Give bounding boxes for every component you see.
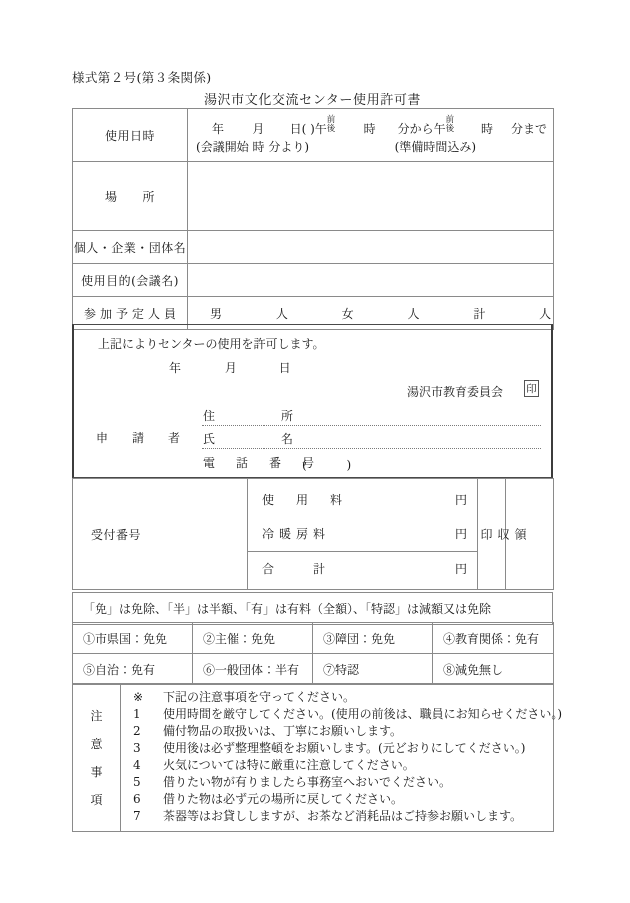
category-cell-2[interactable]: ②主催：免免: [193, 623, 313, 654]
address-input[interactable]: [264, 410, 541, 426]
hvac-fee-label: 冷暖房料: [262, 527, 331, 541]
note-marker: 5: [133, 775, 141, 789]
year-label: 年: [212, 121, 225, 136]
category-cell-8[interactable]: ⑧減免無し: [433, 654, 554, 685]
total-label: 計: [473, 306, 486, 321]
address-label: 住 所: [202, 407, 264, 426]
table-row-fees: [73, 479, 554, 590]
fee-category-table: [72, 622, 554, 685]
organization-label: 個人・企業・団体名: [73, 231, 188, 264]
table-row-purpose: [73, 264, 554, 297]
name-input[interactable]: [264, 433, 541, 449]
table-row-place: [73, 162, 554, 231]
category-cell-4[interactable]: ④教育関係：免有: [433, 623, 554, 654]
total-unit: 人: [539, 306, 552, 321]
note-text: 使用時間を厳守してください。(使用の前後は、職員にお知らせください。): [163, 707, 563, 721]
note-item: [129, 808, 547, 825]
notes-label-char-3: 事: [90, 765, 103, 779]
category-cell-6[interactable]: ⑥一般団体：半有: [193, 654, 313, 685]
exemption-legend-table: [72, 592, 553, 625]
meeting-start-note: (会議開始 時 分より): [196, 140, 310, 155]
notes-label-char-4: 項: [90, 793, 103, 807]
table-row-categories-2: [73, 654, 554, 685]
official-seal-icon: 印: [524, 380, 539, 397]
organization-value-cell[interactable]: [188, 231, 554, 264]
fee-amounts-cell: [248, 479, 478, 590]
fee-row-usage[interactable]: [248, 483, 477, 517]
note-text: 借りたい物が有りましたら事務室へおいでください。: [163, 775, 452, 789]
applicant-label: 申 請 者: [96, 431, 187, 445]
end-hour-label: 時: [480, 121, 493, 136]
note-text: 備付物品の取扱いは、丁寧にお願いします。: [163, 724, 403, 738]
permission-date-month: 月: [224, 361, 237, 375]
applicant-fields: [202, 403, 541, 472]
document-title: 湯沢市文化交流センター使用許可書: [203, 93, 422, 108]
ampm-end-am: 前: [445, 115, 455, 126]
total-fee-label: 合 計: [262, 562, 331, 576]
ampm-start-am: 前: [326, 115, 336, 126]
note-text: 茶器等はお貸ししますが、お茶など消耗品はご持参お願いします。: [163, 809, 523, 823]
start-minute-label: 分から午: [397, 121, 446, 136]
note-item: [129, 757, 547, 774]
form-number: 様式第２号(第３条関係): [72, 70, 212, 85]
phone-input[interactable]: ( ): [302, 458, 370, 472]
usage-fee-unit: 円: [454, 493, 467, 507]
permission-date[interactable]: [169, 359, 291, 376]
ampm-start-pm: 後: [326, 124, 336, 135]
notes-table: [72, 683, 563, 832]
name-label: 氏 名: [202, 430, 264, 449]
table-row-organization: [73, 231, 554, 264]
receipt-seal-char-3: 印: [479, 528, 493, 540]
place-value-cell[interactable]: [188, 162, 554, 231]
table-row-categories-1: [73, 623, 554, 654]
ampm-selector-start[interactable]: [327, 116, 336, 134]
note-marker: 7: [133, 809, 141, 823]
datetime-line-1: [194, 117, 547, 135]
ampm-selector-end[interactable]: [446, 116, 455, 134]
permission-statement-box: [72, 324, 553, 478]
category-cell-3[interactable]: ③障団：免免: [313, 623, 433, 654]
female-unit: 人: [407, 306, 420, 321]
notes-label-char-1: 注: [90, 709, 103, 723]
notes-label-cell: [73, 684, 121, 832]
fee-table: [72, 478, 554, 590]
purpose-value-cell[interactable]: [188, 264, 554, 297]
usage-details-table: [72, 108, 554, 330]
note-marker: ※: [133, 690, 144, 704]
notes-label: [73, 702, 120, 814]
note-marker: 2: [133, 724, 141, 738]
applicant-address-row[interactable]: [202, 403, 541, 426]
note-text: 借りた物は必ず元の場所に戻してください。: [163, 792, 404, 806]
note-marker: 3: [133, 741, 141, 755]
place-label: 場 所: [73, 162, 188, 231]
table-row-datetime: [73, 109, 554, 162]
datetime-value-cell[interactable]: [188, 109, 554, 162]
female-label: 女: [341, 306, 354, 321]
usage-fee-label: 使 用 料: [262, 493, 348, 507]
receipt-seal-char-2: 収: [496, 528, 510, 540]
receipt-seal-char-1: 領: [513, 528, 527, 540]
start-hour-label: 時: [363, 121, 376, 136]
note-marker: 4: [133, 758, 141, 772]
fee-row-total[interactable]: [248, 552, 477, 586]
end-minute-label: 分まで: [510, 121, 547, 136]
note-text: 使用後は必ず整理整頓をお願いします。(元どおりにしてください。): [163, 741, 526, 755]
fee-row-hvac[interactable]: [248, 517, 477, 551]
permission-statement: 上記によりセンターの使用を許可します。: [98, 337, 325, 351]
permission-date-day: 日: [278, 361, 291, 375]
hvac-fee-unit: 円: [454, 527, 467, 541]
table-row-notes: [73, 684, 554, 832]
note-item: [129, 689, 547, 706]
receipt-number-label: 受付番号: [73, 479, 248, 590]
category-cell-5[interactable]: ⑤自治：免有: [73, 654, 193, 685]
issuing-authority: 湯沢市教育委員会: [406, 385, 503, 399]
ampm-end-pm: 後: [445, 124, 455, 135]
category-cell-7[interactable]: ⑦特認: [313, 654, 433, 685]
datetime-label: 使用日時: [73, 109, 188, 162]
note-text: 火気については特に厳重に注意してください。: [163, 758, 415, 772]
male-unit: 人: [275, 306, 288, 321]
note-marker: 1: [133, 707, 141, 721]
exemption-legend-text: 「免」は免除、「半」は半額、「有」は有料（全額）、「特認」は減額又は免除: [73, 593, 553, 625]
datetime-line-2: [194, 141, 547, 154]
note-item: [129, 740, 547, 757]
note-text: 下記の注意事項を守ってください。: [163, 690, 356, 704]
applicant-phone-row[interactable]: [202, 449, 541, 472]
phone-label: 電 話 番 号: [203, 456, 319, 470]
purpose-label: 使用目的(会議名): [73, 264, 188, 297]
permission-date-year: 年: [169, 361, 182, 375]
attendees-label: 参加予定人員: [73, 297, 188, 330]
category-cell-1[interactable]: ①市県国：免免: [73, 623, 193, 654]
note-item: [129, 774, 547, 791]
note-item: [129, 791, 547, 808]
receipt-seal-label-cell: [478, 479, 527, 590]
day-label: 日( )午: [289, 121, 327, 136]
note-item: [129, 723, 547, 740]
preparation-time-note: (準備時間込み): [394, 140, 477, 155]
notes-label-char-2: 意: [90, 737, 103, 751]
applicant-name-row[interactable]: [202, 426, 541, 449]
note-marker: 6: [133, 792, 141, 806]
notes-body-cell: [121, 684, 563, 832]
table-row-exemption-note: [73, 593, 553, 625]
note-item: [129, 706, 563, 723]
total-fee-unit: 円: [454, 562, 467, 576]
male-label: 男: [210, 306, 223, 321]
month-label: 月: [252, 121, 265, 136]
